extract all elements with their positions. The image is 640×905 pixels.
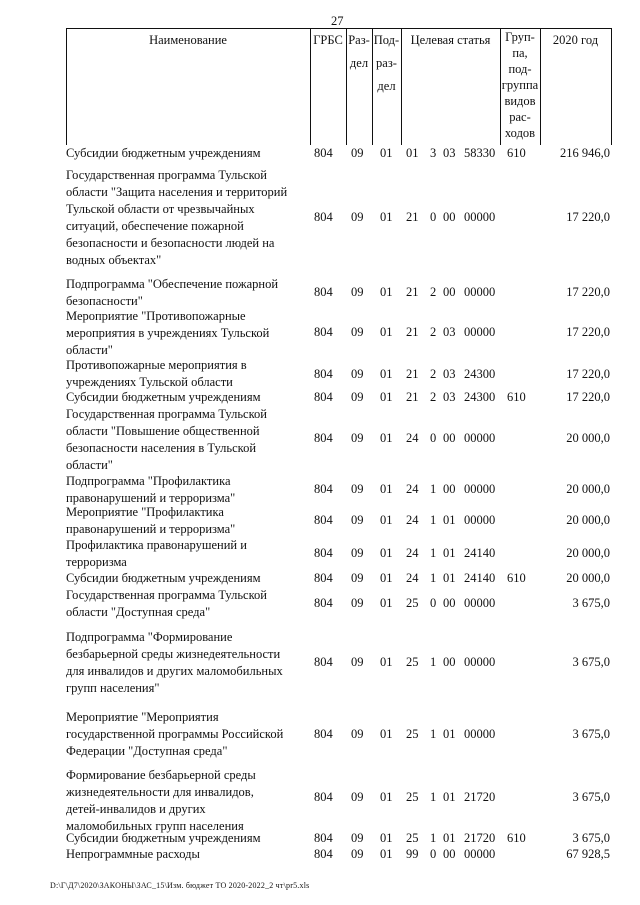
row-razdel: 09 [351,325,364,339]
row-target-direction: 00000 [464,727,496,741]
row-target-direction: 00000 [464,513,496,527]
row-target-event: 01 [443,727,456,741]
row-name: Государственная программа Тульской области "Доступная среда" [66,588,267,619]
row-target-event: 03 [443,367,456,381]
row-target-direction: 21720 [464,831,496,845]
row-name: Субсидии бюджетным учреждениям [66,390,261,404]
row-grbs: 804 [314,655,333,669]
header-grbs: ГРБС [313,33,343,47]
row-razdel: 09 [351,390,364,404]
row-podrazdel: 01 [380,790,393,804]
row-target-event: 03 [443,390,456,404]
row-target-subprogram: 0 [430,847,437,861]
header-podrazdel-line: раз- [376,56,397,70]
row-podrazdel: 01 [380,727,393,741]
row-target-program: 25 [406,727,419,741]
row-target-program: 21 [406,285,419,299]
row-target-direction: 58330 [464,146,496,160]
row-target-event: 03 [443,146,456,160]
row-grbs: 804 [314,546,333,560]
row-grbs: 804 [314,790,333,804]
header-group [500,29,540,141]
row-target-direction: 00000 [464,847,496,861]
row-target-subprogram: 3 [430,146,437,160]
row-target-direction: 21720 [464,790,496,804]
row-target-subprogram: 2 [430,390,437,404]
row-name: Профилактика правонарушений и терроризма [66,538,247,569]
row-razdel: 09 [351,210,364,224]
row-grbs: 804 [314,325,333,339]
row-name: Субсидии бюджетным учреждениям [66,146,261,160]
row-podrazdel: 01 [380,367,393,381]
row-target-subprogram: 1 [430,831,437,845]
header-group-line: рас- [509,110,531,124]
row-target-event: 03 [443,325,456,339]
row-target-direction: 00000 [464,325,496,339]
row-name: Государственная программа Тульской области "Защита населения и территорий Тульской области от чрезвычайных ситуаций, обеспечение пожарной безопасности и безопасности людей на водных объектах" [66,168,288,267]
row-target-subprogram: 0 [430,596,437,610]
row-name: Подпрограмма "Обеспечение пожарной безопасности" [66,277,279,308]
row-name: Формирование безбарьерной среды жизнедеятельности для инвалидов, детей-инвалидов и других маломобильных групп населения [66,768,256,833]
row-podrazdel: 01 [380,655,393,669]
row-name: Подпрограмма "Формирование безбарьерной среды жизнедеятельности для инвалидов и других маломобильных групп населения" [66,630,283,695]
header-podrazdel [372,29,401,98]
row-target-event: 00 [443,482,456,496]
row-target-direction: 00000 [464,596,496,610]
row-target-program: 24 [406,513,419,527]
row-target-subprogram: 1 [430,571,437,585]
row-amount: 17 220,0 [566,367,610,381]
row-amount: 3 675,0 [572,831,610,845]
row-razdel: 09 [351,571,364,585]
row-razdel: 09 [351,546,364,560]
row-target-program: 21 [406,325,419,339]
row-group: 610 [507,831,526,845]
row-target-program: 25 [406,831,419,845]
row-grbs: 804 [314,847,333,861]
row-grbs: 804 [314,367,333,381]
row-target-event: 01 [443,513,456,527]
row-razdel: 09 [351,431,364,445]
row-target-direction: 24300 [464,367,496,381]
row-target-direction: 00000 [464,482,496,496]
row-grbs: 804 [314,482,333,496]
row-target-subprogram: 2 [430,367,437,381]
row-podrazdel: 01 [380,285,393,299]
row-target-event: 01 [443,831,456,845]
row-target-program: 24 [406,482,419,496]
row-target-event: 00 [443,847,456,861]
row-name: Подпрограмма "Профилактика правонарушений и терроризма" [66,474,236,505]
row-amount: 20 000,0 [566,431,610,445]
row-grbs: 804 [314,146,333,160]
row-target-program: 21 [406,210,419,224]
row-name: Мероприятие "Противопожарные мероприятия в учреждениях Тульской области" [66,309,270,357]
row-amount: 3 675,0 [572,727,610,741]
row-target-subprogram: 0 [430,210,437,224]
header-podrazdel-line: Под- [373,33,400,47]
row-amount: 20 000,0 [566,571,610,585]
row-razdel: 09 [351,790,364,804]
header-year: 2020 год [552,33,599,47]
row-target-program: 24 [406,571,419,585]
row-amount: 17 220,0 [566,285,610,299]
row-target-program: 21 [406,390,419,404]
row-target-subprogram: 2 [430,285,437,299]
row-grbs: 804 [314,596,333,610]
header-group-line: Груп- [505,30,535,44]
row-amount: 17 220,0 [566,325,610,339]
row-grbs: 804 [314,210,333,224]
row-razdel: 09 [351,727,364,741]
row-target-event: 00 [443,431,456,445]
row-target-program: 25 [406,596,419,610]
row-target-event: 00 [443,285,456,299]
row-name: Непрограммные расходы [66,847,200,861]
header-group-line: ходов [504,126,536,140]
row-amount: 17 220,0 [566,390,610,404]
header-podrazdel-line: дел [377,79,396,93]
row-amount: 3 675,0 [572,655,610,669]
row-podrazdel: 01 [380,546,393,560]
row-razdel: 09 [351,146,364,160]
row-podrazdel: 01 [380,847,393,861]
row-target-subprogram: 1 [430,482,437,496]
row-razdel: 09 [351,367,364,381]
row-amount: 3 675,0 [572,596,610,610]
row-target-event: 01 [443,790,456,804]
row-target-program: 25 [406,655,419,669]
row-target-subprogram: 1 [430,513,437,527]
row-target-subprogram: 2 [430,325,437,339]
row-razdel: 09 [351,831,364,845]
row-target-direction: 00000 [464,210,496,224]
row-podrazdel: 01 [380,431,393,445]
row-target-direction: 24140 [464,546,496,560]
header-razdel [346,29,372,75]
row-amount: 216 946,0 [560,146,610,160]
row-name: Субсидии бюджетным учреждениям [66,831,261,845]
header-group-line: видов [504,94,536,108]
row-podrazdel: 01 [380,325,393,339]
row-podrazdel: 01 [380,482,393,496]
row-group: 610 [507,390,526,404]
row-target-event: 01 [443,571,456,585]
row-podrazdel: 01 [380,210,393,224]
row-podrazdel: 01 [380,571,393,585]
row-amount: 20 000,0 [566,513,610,527]
row-grbs: 804 [314,390,333,404]
row-target-program: 99 [406,847,419,861]
row-name: Государственная программа Тульской области "Повышение общественной безопасности населения в Тульской области" [66,407,267,472]
row-target-subprogram: 1 [430,655,437,669]
row-target-program: 25 [406,790,419,804]
row-group: 610 [507,146,526,160]
row-amount: 20 000,0 [566,482,610,496]
row-podrazdel: 01 [380,831,393,845]
row-razdel: 09 [351,285,364,299]
row-razdel: 09 [351,513,364,527]
row-amount: 17 220,0 [566,210,610,224]
row-target-direction: 00000 [464,655,496,669]
row-grbs: 804 [314,727,333,741]
row-grbs: 804 [314,431,333,445]
row-name: Мероприятие "Мероприятия государственной программы Российской Федерации "Доступная среда" [66,710,284,758]
header-group-line: группа [501,78,539,92]
row-target-program: 24 [406,546,419,560]
row-target-direction: 24140 [464,571,496,585]
header-name: Наименование [149,33,227,47]
row-razdel: 09 [351,482,364,496]
row-target-event: 00 [443,596,456,610]
row-target-program: 24 [406,431,419,445]
row-razdel: 09 [351,847,364,861]
row-target-program: 21 [406,367,419,381]
table-header [66,28,612,145]
row-target-direction: 00000 [464,431,496,445]
row-target-event: 01 [443,546,456,560]
row-target-subprogram: 1 [430,727,437,741]
header-group-line: под- [508,62,532,76]
row-target-event: 00 [443,210,456,224]
row-target-direction: 00000 [464,285,496,299]
row-grbs: 804 [314,571,333,585]
row-amount: 67 928,5 [566,847,610,861]
row-podrazdel: 01 [380,390,393,404]
row-target-program: 01 [406,146,419,160]
row-target-event: 00 [443,655,456,669]
row-name: Субсидии бюджетным учреждениям [66,571,261,585]
row-target-subprogram: 1 [430,546,437,560]
row-podrazdel: 01 [380,596,393,610]
header-razdel-line: Раз- [348,33,370,47]
row-razdel: 09 [351,655,364,669]
row-name: Мероприятие "Профилактика правонарушений и терроризма" [66,505,236,536]
row-razdel: 09 [351,596,364,610]
header-razdel-line: дел [349,56,369,70]
row-podrazdel: 01 [380,513,393,527]
row-amount: 3 675,0 [572,790,610,804]
row-grbs: 804 [314,513,333,527]
row-amount: 20 000,0 [566,546,610,560]
row-group: 610 [507,571,526,585]
header-group-line: па, [512,46,528,60]
row-target-subprogram: 1 [430,790,437,804]
row-name: Противопожарные мероприятия в учреждениях Тульской области [66,358,247,389]
page-number: 27 [331,14,344,28]
header-border [611,28,612,145]
row-grbs: 804 [314,285,333,299]
row-grbs: 804 [314,831,333,845]
row-target-subprogram: 0 [430,431,437,445]
file-path-footer: D:\Г\Д7\2020\ЗАКОНЫ\ЗАС_15\Изм. бюджет ТО 2020-2022_2 чт\pr5.xls [50,881,310,890]
header-target: Целевая статья [410,33,491,47]
row-podrazdel: 01 [380,146,393,160]
row-target-direction: 24300 [464,390,496,404]
